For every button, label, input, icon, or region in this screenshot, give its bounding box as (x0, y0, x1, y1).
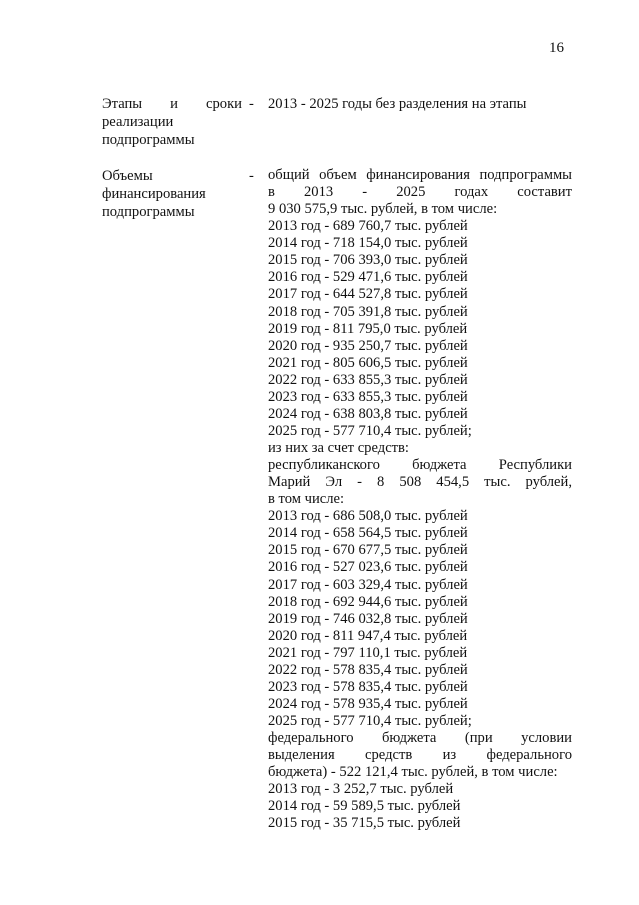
content-line: 2014 год - 658 564,5 тыс. рублей (268, 525, 468, 542)
content-line: 2023 год - 633 855,3 тыс. рублей (268, 388, 468, 405)
content-line: 2020 год - 811 947,4 тыс. рублей (268, 627, 468, 644)
content-line: общий объем финансирования подпрограммы (268, 167, 572, 183)
label-line: подпрограммы (102, 204, 195, 220)
separator-dash: - (249, 96, 254, 112)
page-number: 16 (549, 40, 564, 56)
content-line: в том числе: (268, 491, 345, 508)
content-line: бюджета) - 522 121,4 тыс. рублей, в том числе: (268, 764, 558, 781)
content-line: 2013 - 2025 годы без разделения на этапы (268, 96, 527, 112)
label-line: Этапы и сроки (102, 96, 242, 112)
content-line: 2023 год - 578 835,4 тыс. рублей (268, 678, 468, 695)
content-line: 2022 год - 633 855,3 тыс. рублей (268, 371, 468, 388)
content-line: 2022 год - 578 835,4 тыс. рублей (268, 661, 468, 678)
content-line: 2013 год - 686 508,0 тыс. рублей (268, 508, 468, 525)
content-line: 2025 год - 577 710,4 тыс. рублей; (268, 422, 472, 439)
content-line: из них за счет средств: (268, 440, 409, 456)
label-line: Объемы (102, 168, 153, 184)
content-line: 2016 год - 527 023,6 тыс. рублей (268, 559, 468, 576)
content-line: 2024 год - 578 935,4 тыс. рублей (268, 695, 468, 712)
stages-content (268, 95, 572, 113)
label-line: финансирования (102, 186, 206, 202)
content-line: республиканского бюджета Республики (268, 457, 572, 474)
label-line: реализации (102, 114, 174, 130)
content-line: 2017 год - 644 527,8 тыс. рублей (268, 286, 468, 303)
content-line: в 2013 - 2025 годах составит (268, 184, 572, 201)
content-line: Марий Эл - 8 508 454,5 тыс. рублей, (268, 474, 572, 491)
content-line: 2019 год - 811 795,0 тыс. рублей (268, 320, 468, 337)
content-line: 2014 год - 59 589,5 тыс. рублей (268, 798, 461, 815)
funding-label (102, 167, 242, 221)
content-line: федерального бюджета (при условии (268, 730, 572, 747)
content-line: выделения средств из федерального (268, 747, 572, 764)
separator-dash: - (249, 168, 254, 184)
content-line: 2021 год - 805 606,5 тыс. рублей (268, 354, 468, 371)
content-line: 2015 год - 670 677,5 тыс. рублей (268, 542, 468, 559)
content-line: 2015 год - 35 715,5 тыс. рублей (268, 815, 461, 832)
content-line: 2018 год - 705 391,8 тыс. рублей (268, 303, 468, 320)
content-line: 2013 год - 3 252,7 тыс. рублей (268, 781, 454, 798)
content-line: 2013 год - 689 760,7 тыс. рублей (268, 218, 468, 235)
stages-label (102, 95, 242, 149)
content-line: 2020 год - 935 250,7 тыс. рублей (268, 337, 468, 354)
content-line: 2019 год - 746 032,8 тыс. рублей (268, 610, 468, 627)
content-line: 2021 год - 797 110,1 тыс. рублей (268, 644, 468, 661)
funding-content (268, 167, 572, 832)
content-line: 2017 год - 603 329,4 тыс. рублей (268, 576, 468, 593)
content-line: 2015 год - 706 393,0 тыс. рублей (268, 252, 468, 269)
content-line: 2025 год - 577 710,4 тыс. рублей; (268, 713, 472, 729)
content-line: 2018 год - 692 944,6 тыс. рублей (268, 593, 468, 610)
label-line: подпрограммы (102, 132, 195, 148)
content-line: 2016 год - 529 471,6 тыс. рублей (268, 269, 468, 286)
content-line: 9 030 575,9 тыс. рублей, в том числе: (268, 201, 498, 218)
content-line: 2014 год - 718 154,0 тыс. рублей (268, 235, 468, 252)
content-line: 2024 год - 638 803,8 тыс. рублей (268, 405, 468, 422)
